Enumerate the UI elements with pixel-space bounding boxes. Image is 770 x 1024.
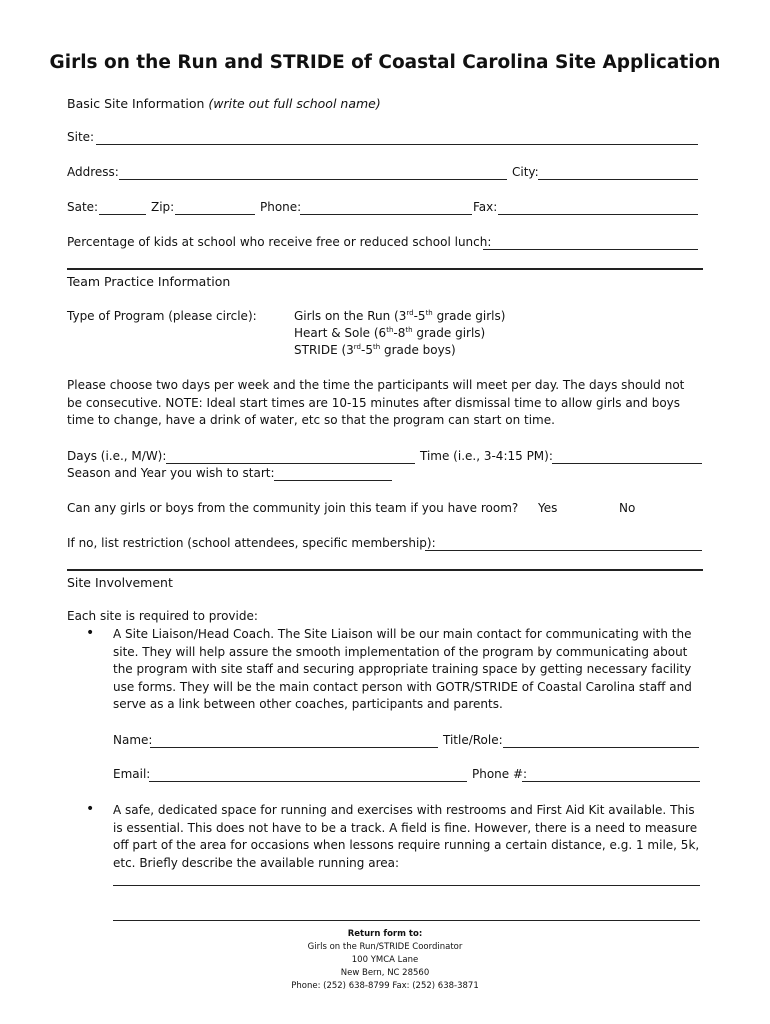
title-role-label: Title/Role:: [443, 733, 503, 747]
bullet-icon: •: [86, 801, 95, 817]
restriction-field[interactable]: [425, 538, 702, 551]
program-text: Heart & Sole (6: [294, 326, 387, 340]
program-text: grade boys): [380, 343, 456, 357]
state-label: Sate:: [67, 200, 99, 214]
name-field[interactable]: [150, 735, 438, 748]
program-sup: th: [386, 326, 394, 334]
fax-label: Fax:: [473, 200, 498, 214]
basic-info-heading: [67, 96, 381, 111]
running-space-description: A safe, dedicated space for running and exercises with restrooms and First Aid Kit available. This is essential. This does not have to be a track. A field is fine. However, there is a need to measure off part of the area for occasions when lessons require running a certain distance, e.g. 1 mile, 5k, etc. Briefly describe the available running area:: [113, 803, 700, 870]
zip-field[interactable]: [175, 202, 255, 215]
return-form-label: Return form to:: [347, 929, 423, 939]
season-field[interactable]: [274, 468, 392, 481]
name-label: Name:: [113, 733, 153, 747]
program-type-label: Type of Program (please circle):: [67, 309, 257, 323]
time-label: Time (i.e., 3-4:15 PM):: [420, 449, 553, 463]
season-label: Season and Year you wish to start:: [67, 466, 275, 480]
community-question: Can any girls or boys from the community join this team if you have room?: [67, 501, 519, 515]
program-text: Girls on the Run (3: [294, 309, 407, 323]
no-option[interactable]: No: [619, 501, 636, 515]
site-involvement-heading: Site Involvement: [67, 575, 173, 590]
program-sup: th: [372, 343, 381, 351]
liaison-description: A Site Liaison/Head Coach. The Site Liaison will be our main contact for communicating with the site. They will help assure the smooth implementation of the program by communicating about the program with site staff and securing appropriate training space by getting necessary facility use forms. They will be the main contact person with GOTR/STRIDE of Coastal Carolina staff and serve as a link between other coaches, participants and parents.: [113, 627, 692, 711]
days-field[interactable]: [166, 451, 415, 464]
site-label: Site:: [67, 130, 95, 144]
program-text: -8: [393, 326, 406, 340]
return-address-line: Girls on the Run/STRIDE Coordinator: [307, 942, 463, 952]
city-label: City:: [512, 165, 539, 179]
state-field[interactable]: [99, 202, 146, 215]
basic-info-heading-note: (write out full school name): [208, 96, 381, 111]
program-text: grade girls): [412, 326, 486, 340]
restriction-label: If no, list restriction (school attendees, specific membership):: [67, 536, 436, 550]
program-option-heart-sole[interactable]: [294, 326, 485, 341]
time-field[interactable]: [552, 451, 702, 464]
site-field[interactable]: [96, 132, 698, 145]
title-role-field[interactable]: [503, 735, 699, 748]
page-title: Girls on the Run and STRIDE of Coastal Carolina Site Application: [49, 52, 721, 73]
running-area-line-2[interactable]: [113, 920, 700, 921]
contact-phone-field[interactable]: [522, 769, 700, 782]
contact-phone-label: Phone #:: [472, 767, 528, 781]
program-sup: th: [425, 309, 433, 317]
involvement-intro: Each site is required to provide:: [67, 609, 258, 623]
section-divider: [67, 569, 703, 571]
program-text: -5: [413, 309, 426, 323]
bullet-icon: •: [86, 625, 95, 641]
email-field[interactable]: [149, 769, 467, 782]
address-field[interactable]: [119, 167, 507, 180]
days-instructions: Please choose two days per week and the time the participants will meet per day. The days should not be consecutive. NOTE: Ideal start times are 10-15 minutes after dismissal time to allow girls and boys time to change, have a drink of water, etc so that the program can start on time.: [67, 378, 685, 427]
team-practice-heading: Team Practice Information: [67, 274, 231, 289]
days-label: Days (i.e., M/W):: [67, 449, 167, 463]
program-sup: th: [405, 326, 413, 334]
email-label: Email:: [113, 767, 151, 781]
program-text: STRIDE (3: [294, 343, 354, 357]
program-text: -5: [360, 343, 373, 357]
phone-field[interactable]: [300, 202, 472, 215]
yes-option[interactable]: Yes: [538, 501, 558, 515]
return-address-line: New Bern, NC 28560: [340, 968, 430, 978]
program-option-gotr[interactable]: [294, 309, 505, 324]
program-option-stride[interactable]: [294, 343, 456, 358]
phone-label: Phone:: [260, 200, 302, 214]
address-label: Address:: [67, 165, 119, 179]
program-text: grade girls): [432, 309, 506, 323]
return-contact-line: Phone: (252) 638-8799 Fax: (252) 638-3871: [291, 981, 479, 991]
zip-label: Zip:: [151, 200, 175, 214]
section-divider: [67, 268, 703, 270]
city-field[interactable]: [538, 167, 698, 180]
basic-info-heading-text: Basic Site Information: [67, 96, 205, 111]
lunch-label: Percentage of kids at school who receive free or reduced school lunch:: [67, 235, 492, 249]
return-address-line: 100 YMCA Lane: [351, 955, 419, 965]
program-sup: rd: [353, 343, 361, 351]
program-sup: rd: [406, 309, 414, 317]
lunch-field[interactable]: [483, 237, 698, 250]
fax-field[interactable]: [498, 202, 698, 215]
running-area-line-1[interactable]: [113, 885, 700, 886]
